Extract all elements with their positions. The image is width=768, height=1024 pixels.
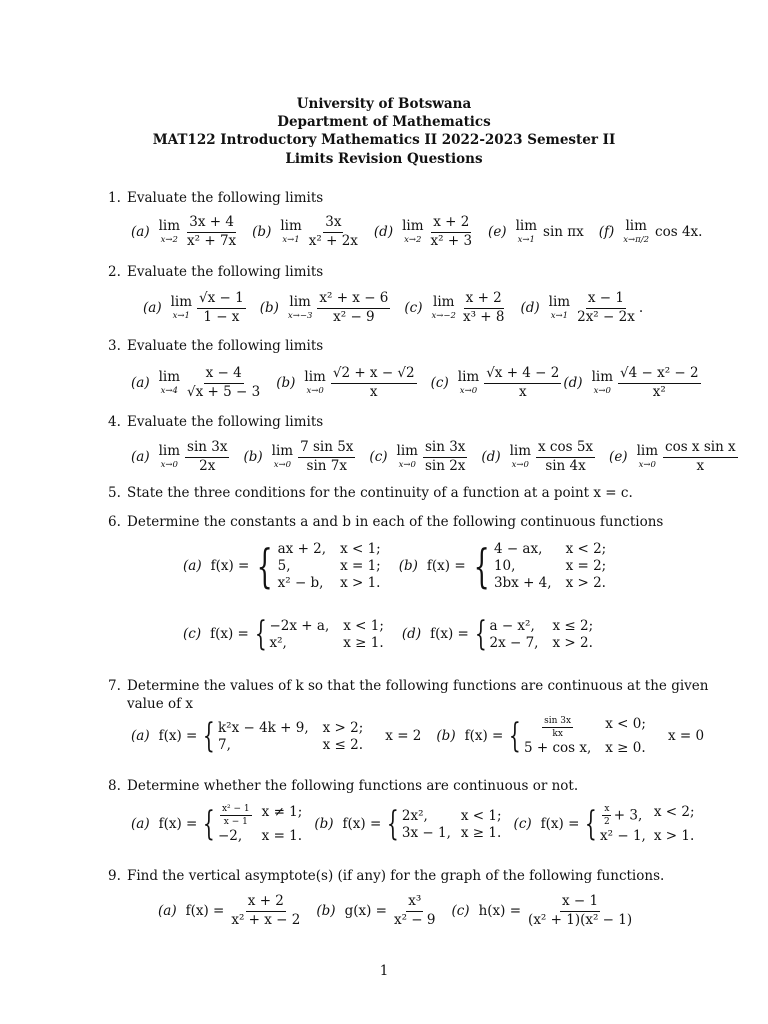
numerator: x² − 1 <box>220 804 252 816</box>
case-cond: x = 1. <box>261 828 303 845</box>
lim-word: lim <box>158 218 181 234</box>
piecewise <box>469 541 607 591</box>
function-name: f(x) = <box>464 728 504 744</box>
item-label: (e) <box>609 449 628 465</box>
question-3 <box>108 338 323 355</box>
denominator: x² <box>652 383 666 400</box>
question-7 <box>108 678 708 695</box>
item-label: (d) <box>520 300 540 316</box>
denominator: 1 − x <box>203 308 240 325</box>
limit <box>304 371 325 395</box>
lim-sub: x→0 <box>273 459 292 470</box>
numerator: √x − 1 <box>197 291 246 309</box>
lim-word: lim <box>591 369 613 385</box>
item-label: (a) <box>131 375 150 391</box>
cases <box>600 804 694 845</box>
case-cond: x = 1; <box>340 558 381 574</box>
brace: { <box>387 804 400 844</box>
denominator: 2x <box>199 457 216 474</box>
item-label: (d) <box>563 375 583 391</box>
question-number: 8. <box>108 778 121 794</box>
limit <box>397 445 418 469</box>
question-text: Evaluate the following limits <box>127 264 324 280</box>
item-label: (c) <box>513 816 532 832</box>
numerator: cos x sin x <box>663 440 738 458</box>
item-label: (c) <box>404 300 423 316</box>
function-name: f(x) = <box>210 626 249 642</box>
expression: sin πx <box>543 224 584 240</box>
denominator: x <box>369 383 378 400</box>
lim-sub: x→1 <box>550 310 569 321</box>
denominator: sin 2x <box>424 457 466 474</box>
expression: cos 4x. <box>655 224 703 240</box>
numerator: x <box>602 804 611 816</box>
lim-word: lim <box>304 369 326 385</box>
case-expr: x², <box>269 634 287 651</box>
cases <box>218 804 302 845</box>
brace: { <box>474 614 487 654</box>
denominator: 2x² − 2x <box>577 308 635 325</box>
numerator: x + 2 <box>246 894 286 912</box>
cases <box>524 716 646 757</box>
limit <box>272 445 293 469</box>
case-cond: x = 2; <box>565 558 607 574</box>
fraction <box>185 440 229 474</box>
limit <box>592 371 613 395</box>
lim-sub: x→2 <box>404 234 422 245</box>
brace: { <box>585 804 598 844</box>
denominator: sin 4x <box>545 457 586 474</box>
brace: { <box>509 716 522 756</box>
fraction <box>484 366 561 400</box>
item-label: (b) <box>243 449 263 465</box>
case-expr <box>600 804 646 828</box>
lim-sub: x→2 <box>160 234 178 245</box>
item-label: (e) <box>488 224 507 240</box>
lim-word: lim <box>515 218 538 234</box>
case-cond: x > 2; <box>322 719 364 736</box>
limit <box>458 371 479 395</box>
item-label: (b) <box>252 224 272 240</box>
item-label: (a) <box>131 816 150 832</box>
lim-word: lim <box>636 443 659 459</box>
question-text: Evaluate the following limits <box>127 338 324 354</box>
lim-sub: x→0 <box>593 385 611 396</box>
numerator: sin 3x <box>423 440 467 458</box>
lim-sub: x→1 <box>282 234 300 245</box>
fraction <box>331 366 417 400</box>
case-cond: x < 2; <box>565 541 607 557</box>
question-number: 9. <box>108 868 121 884</box>
question-text: Determine the values of k so that the following functions are continuous at the given <box>127 678 709 694</box>
q6-row1 <box>183 538 606 594</box>
question-4 <box>108 414 323 431</box>
lim-word: lim <box>170 294 193 310</box>
page-number: 1 <box>379 963 389 979</box>
item-label: (c) <box>451 903 470 919</box>
fraction <box>526 894 634 928</box>
limit <box>159 220 180 244</box>
case-expr: 3bx + 4, <box>493 575 552 591</box>
piecewise <box>252 614 384 654</box>
question-text: Evaluate the following limits <box>127 190 324 206</box>
q1-items <box>131 212 705 252</box>
lim-sub: x→4 <box>160 385 178 396</box>
brace: { <box>203 804 216 844</box>
question-text: Determine the constants a and b in each of the following continuous functions <box>127 514 664 530</box>
cases <box>402 808 502 841</box>
lim-word: lim <box>289 294 311 310</box>
fraction <box>526 716 589 740</box>
item-label: (a) <box>183 558 202 574</box>
item-label: (b) <box>316 903 336 919</box>
lim-sub: x→−2 <box>431 310 456 321</box>
lim-sub: x→1 <box>517 234 535 245</box>
function-name: f(x) = <box>185 903 225 919</box>
lim-sub: x→0 <box>638 459 656 470</box>
function-name: f(x) = <box>158 816 198 832</box>
case-expr: a − x², <box>489 617 535 634</box>
fraction <box>663 440 738 474</box>
denominator: sin 7x <box>306 457 347 474</box>
denominator: x² + 3 <box>430 232 473 249</box>
item-label: (a) <box>131 224 150 240</box>
piecewise <box>200 804 302 845</box>
piecewise <box>384 804 502 844</box>
limit <box>288 296 312 320</box>
limit <box>510 445 531 469</box>
function-name: h(x) = <box>478 903 522 919</box>
fraction <box>618 366 701 400</box>
lim-sub: x→0 <box>398 459 416 470</box>
cases <box>494 541 606 591</box>
question-5 <box>108 485 633 502</box>
case-cond: x < 0; <box>605 715 646 732</box>
limit <box>549 296 570 320</box>
denominator: 2 <box>604 817 610 827</box>
case-cond: x > 1. <box>340 575 381 591</box>
limit <box>402 220 423 244</box>
numerator: x − 4 <box>204 366 244 384</box>
piecewise <box>582 804 694 845</box>
lim-sub: x→0 <box>511 459 529 470</box>
case-expr: 2x², <box>401 807 428 824</box>
item-label: (f) <box>598 224 615 240</box>
piecewise <box>472 614 594 654</box>
lim-word: lim <box>625 218 647 234</box>
item-label: (a) <box>158 903 177 919</box>
limit <box>280 220 301 244</box>
q7-items <box>131 716 707 756</box>
limit <box>637 445 658 469</box>
case-tail: + 3, <box>613 807 643 823</box>
item-label: (d) <box>401 626 422 642</box>
case-cond: x < 1; <box>343 617 384 634</box>
numerator: 3x <box>323 215 343 233</box>
question-number: 5. <box>108 485 121 501</box>
case-cond: x > 1. <box>653 828 695 845</box>
fraction <box>185 215 238 249</box>
course-title: MAT122 Introductory Mathematics II 2022-2023 Semester II <box>152 132 616 148</box>
case-cond: x < 1; <box>340 541 381 557</box>
q9-items <box>158 891 636 931</box>
question-7-line2: value of x <box>127 696 193 712</box>
point-value: x = 0 <box>667 728 705 744</box>
lim-sub: x→π/2 <box>623 234 650 245</box>
q8-items <box>131 803 695 845</box>
case-expr: k²x − 4k + 9, <box>217 719 309 736</box>
lim-sub: x→−3 <box>287 310 313 321</box>
brace: { <box>256 539 274 593</box>
fraction <box>298 440 355 474</box>
case-expr: 7, <box>217 736 231 753</box>
question-2 <box>108 264 323 281</box>
question-6 <box>108 514 663 531</box>
fraction <box>220 804 252 828</box>
function-name: f(x) = <box>540 816 580 832</box>
fraction <box>185 366 262 400</box>
brace: { <box>203 716 216 756</box>
case-expr: −2x + a, <box>269 617 330 634</box>
case-expr: x² − b, <box>277 575 324 591</box>
question-8 <box>108 778 578 795</box>
case-expr: 10, <box>493 558 516 574</box>
denominator: x² + 7x <box>187 232 237 249</box>
case-expr: ax + 2, <box>277 541 327 557</box>
fraction <box>575 291 637 325</box>
page-title: Limits Revision Questions <box>285 151 483 167</box>
question-text: Find the vertical asymptote(s) (if any) for the graph of the following functions. <box>127 868 665 884</box>
department-name: Department of Mathematics <box>277 114 491 130</box>
limit <box>623 220 649 244</box>
case-cond: x ≥ 0. <box>605 740 646 757</box>
numerator: √2 + x − √2 <box>331 366 417 384</box>
numerator: x − 1 <box>560 894 600 912</box>
lim-word: lim <box>271 443 294 459</box>
case-cond: x ≥ 1. <box>460 824 502 841</box>
denominator: kx <box>552 729 563 739</box>
lim-word: lim <box>548 294 571 310</box>
numerator: 3x + 4 <box>187 215 236 233</box>
lim-word: lim <box>158 369 181 385</box>
fraction <box>229 894 302 928</box>
item-label: (c) <box>369 449 388 465</box>
piecewise <box>506 716 646 757</box>
lim-sub: x→0 <box>306 385 324 396</box>
fraction <box>307 215 360 249</box>
lim-sub: x→0 <box>160 459 178 470</box>
numerator: x − 1 <box>586 291 626 309</box>
denominator: x <box>518 383 527 400</box>
question-text: State the three conditions for the continuity of a function at a point x = c. <box>127 485 633 501</box>
item-label: (c) <box>430 375 449 391</box>
fraction <box>461 291 507 325</box>
university-name: University of Botswana <box>296 96 472 112</box>
function-name: f(x) = <box>342 816 382 832</box>
denominator: (x² + 1)(x² − 1) <box>528 911 633 928</box>
fraction <box>536 440 595 474</box>
item-label: (b) <box>398 558 418 574</box>
q2-items <box>143 288 643 328</box>
q6-row2 <box>183 614 593 654</box>
function-name: f(x) = <box>158 728 198 744</box>
function-name: f(x) = <box>210 558 250 574</box>
fraction <box>317 291 390 325</box>
item-label: (a) <box>143 300 162 316</box>
item-label: (d) <box>373 224 394 240</box>
case-cond: x < 1; <box>460 807 502 824</box>
function-name: f(x) = <box>426 558 466 574</box>
q4-items <box>131 437 740 477</box>
case-cond: x ≠ 1; <box>261 803 303 820</box>
case-expr: x² − 1, <box>600 828 646 845</box>
case-expr: 2x − 7, <box>489 634 539 651</box>
item-label: (a) <box>131 728 150 744</box>
denominator: x² + x − 2 <box>231 911 301 928</box>
limit <box>159 445 180 469</box>
limit <box>516 220 537 244</box>
cases <box>218 720 363 753</box>
numerator: √x + 4 − 2 <box>484 366 561 384</box>
denominator: x² + 2x <box>308 232 358 249</box>
case-expr: 4 − ax, <box>493 541 543 557</box>
item-label: (c) <box>183 626 202 642</box>
piecewise <box>252 541 380 591</box>
question-9 <box>108 868 664 885</box>
limit <box>171 296 192 320</box>
numerator: 7 sin 5x <box>298 440 355 458</box>
lim-word: lim <box>396 443 418 459</box>
denominator: x³ + 8 <box>462 308 505 325</box>
fraction <box>429 215 475 249</box>
lim-word: lim <box>402 218 424 234</box>
case-cond: x ≤ 2. <box>322 736 364 753</box>
case-cond: x > 2. <box>552 634 593 651</box>
numerator: x cos 5x <box>536 440 595 458</box>
lim-sub: x→1 <box>172 310 190 321</box>
item-label: (b) <box>259 300 279 316</box>
item-label: (d) <box>481 449 501 465</box>
limit <box>159 371 180 395</box>
cases <box>278 541 381 591</box>
case-cond: x < 2; <box>653 803 695 820</box>
fraction <box>197 291 246 325</box>
lim-word: lim <box>509 443 532 459</box>
lim-word: lim <box>457 369 480 385</box>
case-cond: x ≥ 1. <box>343 634 384 651</box>
denominator: √x + 5 − 3 <box>187 383 261 400</box>
question-number: 3. <box>108 338 121 354</box>
item-label: (a) <box>131 449 150 465</box>
item-label: (b) <box>276 375 296 391</box>
function-name: g(x) = <box>344 903 387 919</box>
question-number: 6. <box>108 514 121 530</box>
piecewise <box>200 716 364 756</box>
cases <box>270 618 384 651</box>
fraction <box>392 894 438 928</box>
question-text: Evaluate the following limits <box>127 414 324 430</box>
numerator: x² + x − 6 <box>317 291 390 309</box>
q3-items <box>131 362 703 404</box>
case-expr: 5, <box>277 558 291 574</box>
fraction <box>602 804 612 828</box>
denominator: x² − 9 <box>393 911 436 928</box>
numerator: √4 − x² − 2 <box>618 366 701 384</box>
fraction <box>423 440 467 474</box>
brace: { <box>473 539 490 593</box>
numerator: sin 3x <box>185 440 229 458</box>
punctuation: . <box>638 300 644 316</box>
numerator: x + 2 <box>464 291 504 309</box>
question-number: 1. <box>108 190 121 206</box>
function-name: f(x) = <box>430 626 469 642</box>
numerator: sin 3x <box>542 716 573 728</box>
numerator: x + 2 <box>431 215 471 233</box>
brace: { <box>254 614 267 654</box>
lim-sub: x→0 <box>459 385 478 396</box>
lim-word: lim <box>158 443 181 459</box>
case-cond: x ≤ 2; <box>552 617 594 634</box>
denominator: x − 1 <box>223 817 248 827</box>
limit <box>432 296 456 320</box>
case-expr: −2, <box>217 828 243 845</box>
case-expr: 3x − 1, <box>401 824 451 841</box>
question-text: Determine whether the following functions are continuous or not. <box>127 778 579 794</box>
denominator: x² − 9 <box>333 308 375 325</box>
item-label: (b) <box>436 728 456 744</box>
lim-word: lim <box>280 218 302 234</box>
question-number: 4. <box>108 414 121 430</box>
question-number: 2. <box>108 264 121 280</box>
denominator: x <box>696 457 705 474</box>
question-1 <box>108 190 323 207</box>
question-number: 7. <box>108 678 121 694</box>
cases <box>489 618 593 651</box>
case-expr: 5 + cos x, <box>523 740 592 757</box>
case-cond: x > 2. <box>565 575 606 591</box>
numerator: x³ <box>406 894 423 912</box>
point-value: x = 2 <box>385 728 422 744</box>
item-label: (b) <box>314 816 334 832</box>
lim-word: lim <box>433 294 455 310</box>
